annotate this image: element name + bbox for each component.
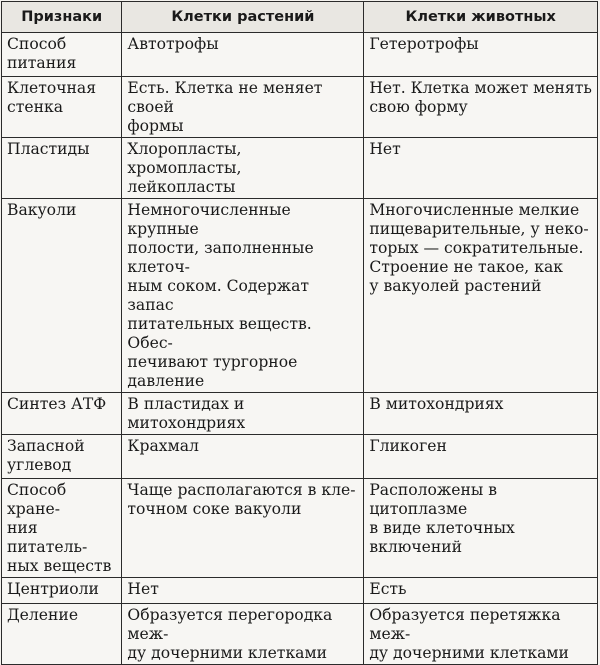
plant-cell: Крахмал: [122, 435, 364, 479]
header-features: Признаки: [2, 2, 122, 33]
table-row: [2, 435, 598, 479]
plant-cell: Нет: [122, 578, 364, 604]
table-row: [2, 604, 598, 665]
animal-cell: Многочисленные мелкие пищеварительные, у неко- торых — сократительные. Строение не такое, как у вакуолей растений: [364, 199, 598, 393]
feature-cell: Деление: [2, 604, 122, 665]
animal-cell: Есть: [364, 578, 598, 604]
plant-cell: Есть. Клетка не меняет своей формы: [122, 77, 364, 138]
animal-cell: Нет: [364, 138, 598, 199]
animal-cell: Гетеротрофы: [364, 33, 598, 77]
animal-cell: Нет. Клетка может менять свою форму: [364, 77, 598, 138]
header-plant-cells: Клетки растений: [122, 2, 364, 33]
plant-cell: Немногочисленные крупные полости, заполненные клеточ- ным соком. Содержат запас питательных веществ. Обес- печивают тургорное давление: [122, 199, 364, 393]
animal-cell: Образуется перетяжка меж- ду дочерними клетками: [364, 604, 598, 665]
feature-cell: Способ питания: [2, 33, 122, 77]
feature-cell: Вакуоли: [2, 199, 122, 393]
feature-cell: Запасной углевод: [2, 435, 122, 479]
table-row: [2, 138, 598, 199]
table-row: [2, 77, 598, 138]
table-row: [2, 393, 598, 435]
plant-cell: Автотрофы: [122, 33, 364, 77]
plant-cell: Хлоропласты, хромопласты, лейкопласты: [122, 138, 364, 199]
feature-cell: Способ хране- ния питатель- ных веществ: [2, 479, 122, 578]
table-row: [2, 578, 598, 604]
feature-cell: Клеточная стенка: [2, 77, 122, 138]
table-row: [2, 33, 598, 77]
plant-cell: Образуется перегородка меж- ду дочерними клетками: [122, 604, 364, 665]
plant-cell: В пластидах и митохондриях: [122, 393, 364, 435]
animal-cell: В митохондриях: [364, 393, 598, 435]
feature-cell: Синтез АТФ: [2, 393, 122, 435]
animal-cell: Расположены в цитоплазме в виде клеточных включений: [364, 479, 598, 578]
feature-cell: Центриоли: [2, 578, 122, 604]
feature-cell: Пластиды: [2, 138, 122, 199]
table-row: [2, 199, 598, 393]
plant-cell: Чаще располагаются в кле- точном соке вакуоли: [122, 479, 364, 578]
header-row: [2, 2, 598, 33]
comparison-table: [1, 1, 598, 665]
table-row: [2, 479, 598, 578]
header-animal-cells: Клетки животных: [364, 2, 598, 33]
animal-cell: Гликоген: [364, 435, 598, 479]
